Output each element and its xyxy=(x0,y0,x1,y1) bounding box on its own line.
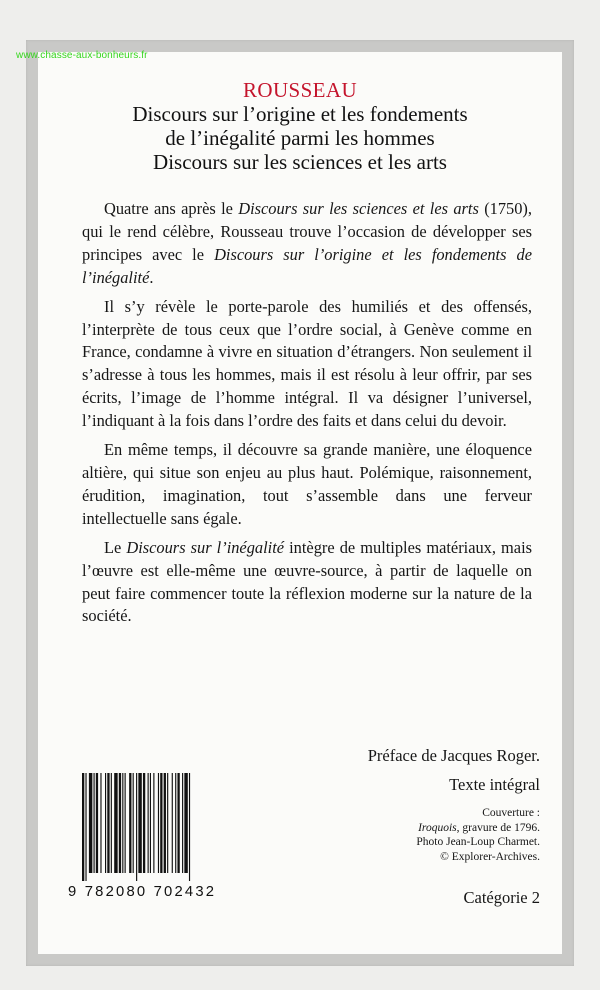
barcode-bar xyxy=(164,773,166,873)
barcode-bar xyxy=(82,773,84,881)
barcode-bars xyxy=(80,773,232,881)
barcode-bar xyxy=(89,773,92,873)
barcode-bar xyxy=(143,773,145,873)
barcode-bar xyxy=(172,773,173,873)
credits-line-4: © Explorer-Archives. xyxy=(440,850,540,863)
p1-title-italic-2: Discours sur l’origine et les fondements de l’inégalité xyxy=(82,244,532,287)
barcode-bar xyxy=(133,773,134,873)
barcode-bar xyxy=(125,773,126,873)
credits-artwork-date: , gravure de 1796. xyxy=(456,821,540,834)
barcode-bar xyxy=(189,773,190,881)
barcode-bar xyxy=(107,773,109,873)
barcode-bar xyxy=(96,773,98,873)
barcode-bar xyxy=(119,773,121,873)
barcode-bar xyxy=(153,773,154,873)
barcode-bar xyxy=(114,773,117,873)
barcode xyxy=(80,773,232,881)
p4-text-a: Le xyxy=(104,537,127,557)
barcode-bar xyxy=(138,773,141,873)
p1-text-c: . xyxy=(149,267,154,287)
credits-artwork-title: Iroquois xyxy=(418,821,457,834)
barcode-bar xyxy=(175,773,176,873)
watermark-text: www.chasse-aux-bonheurs.fr xyxy=(16,50,148,61)
barcode-bar xyxy=(150,773,151,873)
barcode-bar xyxy=(100,773,101,873)
p4-title-italic: Discours sur l’inégalité xyxy=(126,537,285,557)
blurb-paragraph-1 xyxy=(82,198,532,290)
barcode-number: 9 782080 702432 xyxy=(68,884,217,900)
credits-line-1: Couverture : xyxy=(482,807,540,819)
p1-text-b: (1750), qui le rend célèbre, Rousseau trouve l’occasion de développer ses principes avec le xyxy=(82,199,532,264)
title-line-1: Discours sur l’origine et les fondements xyxy=(132,102,468,126)
barcode-bar xyxy=(184,773,187,873)
barcode-bar xyxy=(177,773,179,873)
blurb-paragraph-2: Il s’y révèle le porte-parole des humiliés et des offensés, l’interprète de tous ceux que l’ordre social, à Genève comme en France, condamne à vivre en situation d’étrangers. Non seulement il s’adresse à tous les hommes, mais il est résolu à leur offrir, par ses écrits, l’image de l’homme intégral. Il va désigner l’universel, l’indiquant à la fois dans l’ordre des faits et dans celui du devoir. xyxy=(82,296,532,431)
barcode-bar xyxy=(148,773,149,873)
barcode-bar xyxy=(158,773,159,873)
texte-integral: Texte intégral xyxy=(449,775,540,794)
blurb-paragraph-4 xyxy=(82,537,532,629)
title-line-3: Discours sur les sciences et les arts xyxy=(153,150,447,174)
barcode-bar xyxy=(167,773,168,873)
cover-credits xyxy=(416,806,540,864)
barcode-bar xyxy=(105,773,106,873)
barcode-bar xyxy=(129,773,131,873)
category-label: Catégorie 2 xyxy=(463,888,540,907)
p1-title-italic-1: Discours sur les sciences et les arts xyxy=(238,199,479,218)
blurb-paragraph-3: En même temps, il découvre sa grande manière, une éloquence altière, qui situe son enjeu au plus haut. Polémique, raisonnement, érudition, imagination, tout s’assemble dans une ferveur intellectuelle sans égale. xyxy=(82,440,532,528)
credits-line-3: Photo Jean-Loup Charmet. xyxy=(416,836,540,849)
barcode-bar xyxy=(85,773,86,881)
preface-credit: Préface de Jacques Roger. xyxy=(367,746,540,765)
p4-text-b: intègre de multiples matériaux, mais l’œuvre est elle-même une œuvre-source, à partir de laquelle on peut faire commencer toute la réflexion moderne sur la nature de la société. xyxy=(82,537,533,626)
barcode-bar xyxy=(160,773,162,873)
p1-text-a: Quatre ans après le xyxy=(104,199,239,218)
author-name: ROUSSEAU xyxy=(242,78,358,102)
book-header xyxy=(38,78,562,174)
barcode-bar xyxy=(136,773,137,881)
title-line-2: de l’inégalité parmi les hommes xyxy=(165,126,435,150)
barcode-bar xyxy=(94,773,95,873)
barcode-bar xyxy=(122,773,123,873)
credits-line-2 xyxy=(416,821,540,836)
blurb xyxy=(82,198,532,634)
barcode-bar xyxy=(111,773,112,873)
barcode-bar xyxy=(182,773,183,873)
